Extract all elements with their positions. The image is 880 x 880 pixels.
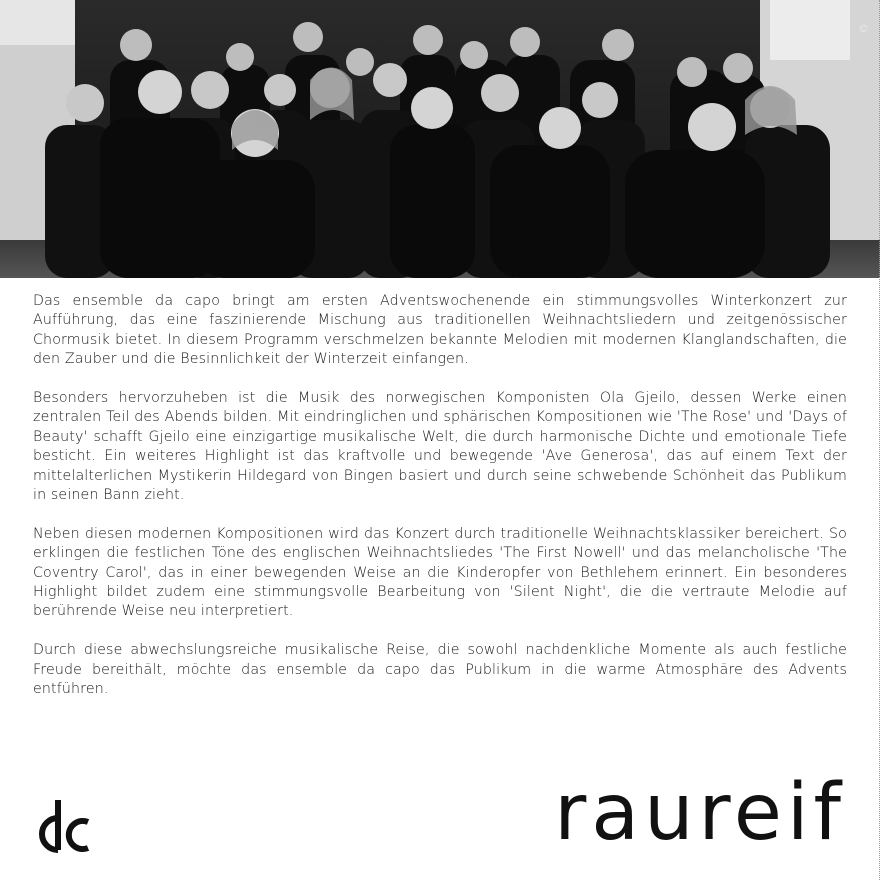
article-body bbox=[33, 292, 847, 719]
copyright-icon: © bbox=[857, 22, 870, 37]
photo-credit bbox=[857, 22, 870, 37]
choir-photo bbox=[0, 0, 880, 278]
paragraph: Besonders hervorzuheben ist die Musik des norwegischen Komponisten Ola Gjeilo, dessen Werke einen zentralen Teil des Abends bilden. Mit eindringlichen und sphärischen Kompositionen wie 'The Rose' und 'Days of Beauty' schafft Gjeilo eine einzigartige musikalische Welt, die durch harmonische Dichte und emotionale Tiefe besticht. Ein weiteres Highlight ist das kraftvolle und bewegende 'Ave Generosa', das auf einem Text der mittelalterlichen Mystikerin Hildegard von Bingen basiert und durch seine schwebende Schönheit das Publikum in seinen Bann zieht. bbox=[33, 390, 847, 504]
brand-name: raureif bbox=[554, 768, 846, 858]
paragraph: Das ensemble da capo bringt am ersten Adventswochenende ein stimmungsvolles Winterkonzert zur Aufführung, das eine faszinierende Mischung aus traditionellen Weihnachtsliedern und zeitgenössischer Chormusik bietet. In diesem Programm verschmelzen bekannte Melodien mit modernen Klanglandschaften, die den Zauber und die Besinnlichkeit der Winterzeit einfangen. bbox=[33, 293, 847, 368]
dc-logo-icon bbox=[28, 796, 92, 854]
choir-photo-illustration bbox=[0, 0, 880, 278]
paragraph: Durch diese abwechslungsreiche musikalische Reise, die sowohl nachdenkliche Momente als auch festliche Freude bereithält, möchte das ensemble da capo das Publikum in die warme Atmosphäre des Advents entführen. bbox=[33, 642, 847, 698]
paragraph: Neben diesen modernen Kompositionen wird das Konzert durch traditionelle Weihnachtsklassiker bereichert. So erklingen die festlichen Töne des englischen Weihnachtsliedes 'The First Nowell' und das melancholische 'The Coventry Carol', das in einer bewegenden Weise an die Kinderopfer von Bethlehem erinnert. Ein besonderes Highlight bildet zudem eine stimmungsvolle Bearbeitung von 'Silent Night', die die vertraute Melodie auf berührende Weise neu interpretiert. bbox=[33, 525, 847, 620]
